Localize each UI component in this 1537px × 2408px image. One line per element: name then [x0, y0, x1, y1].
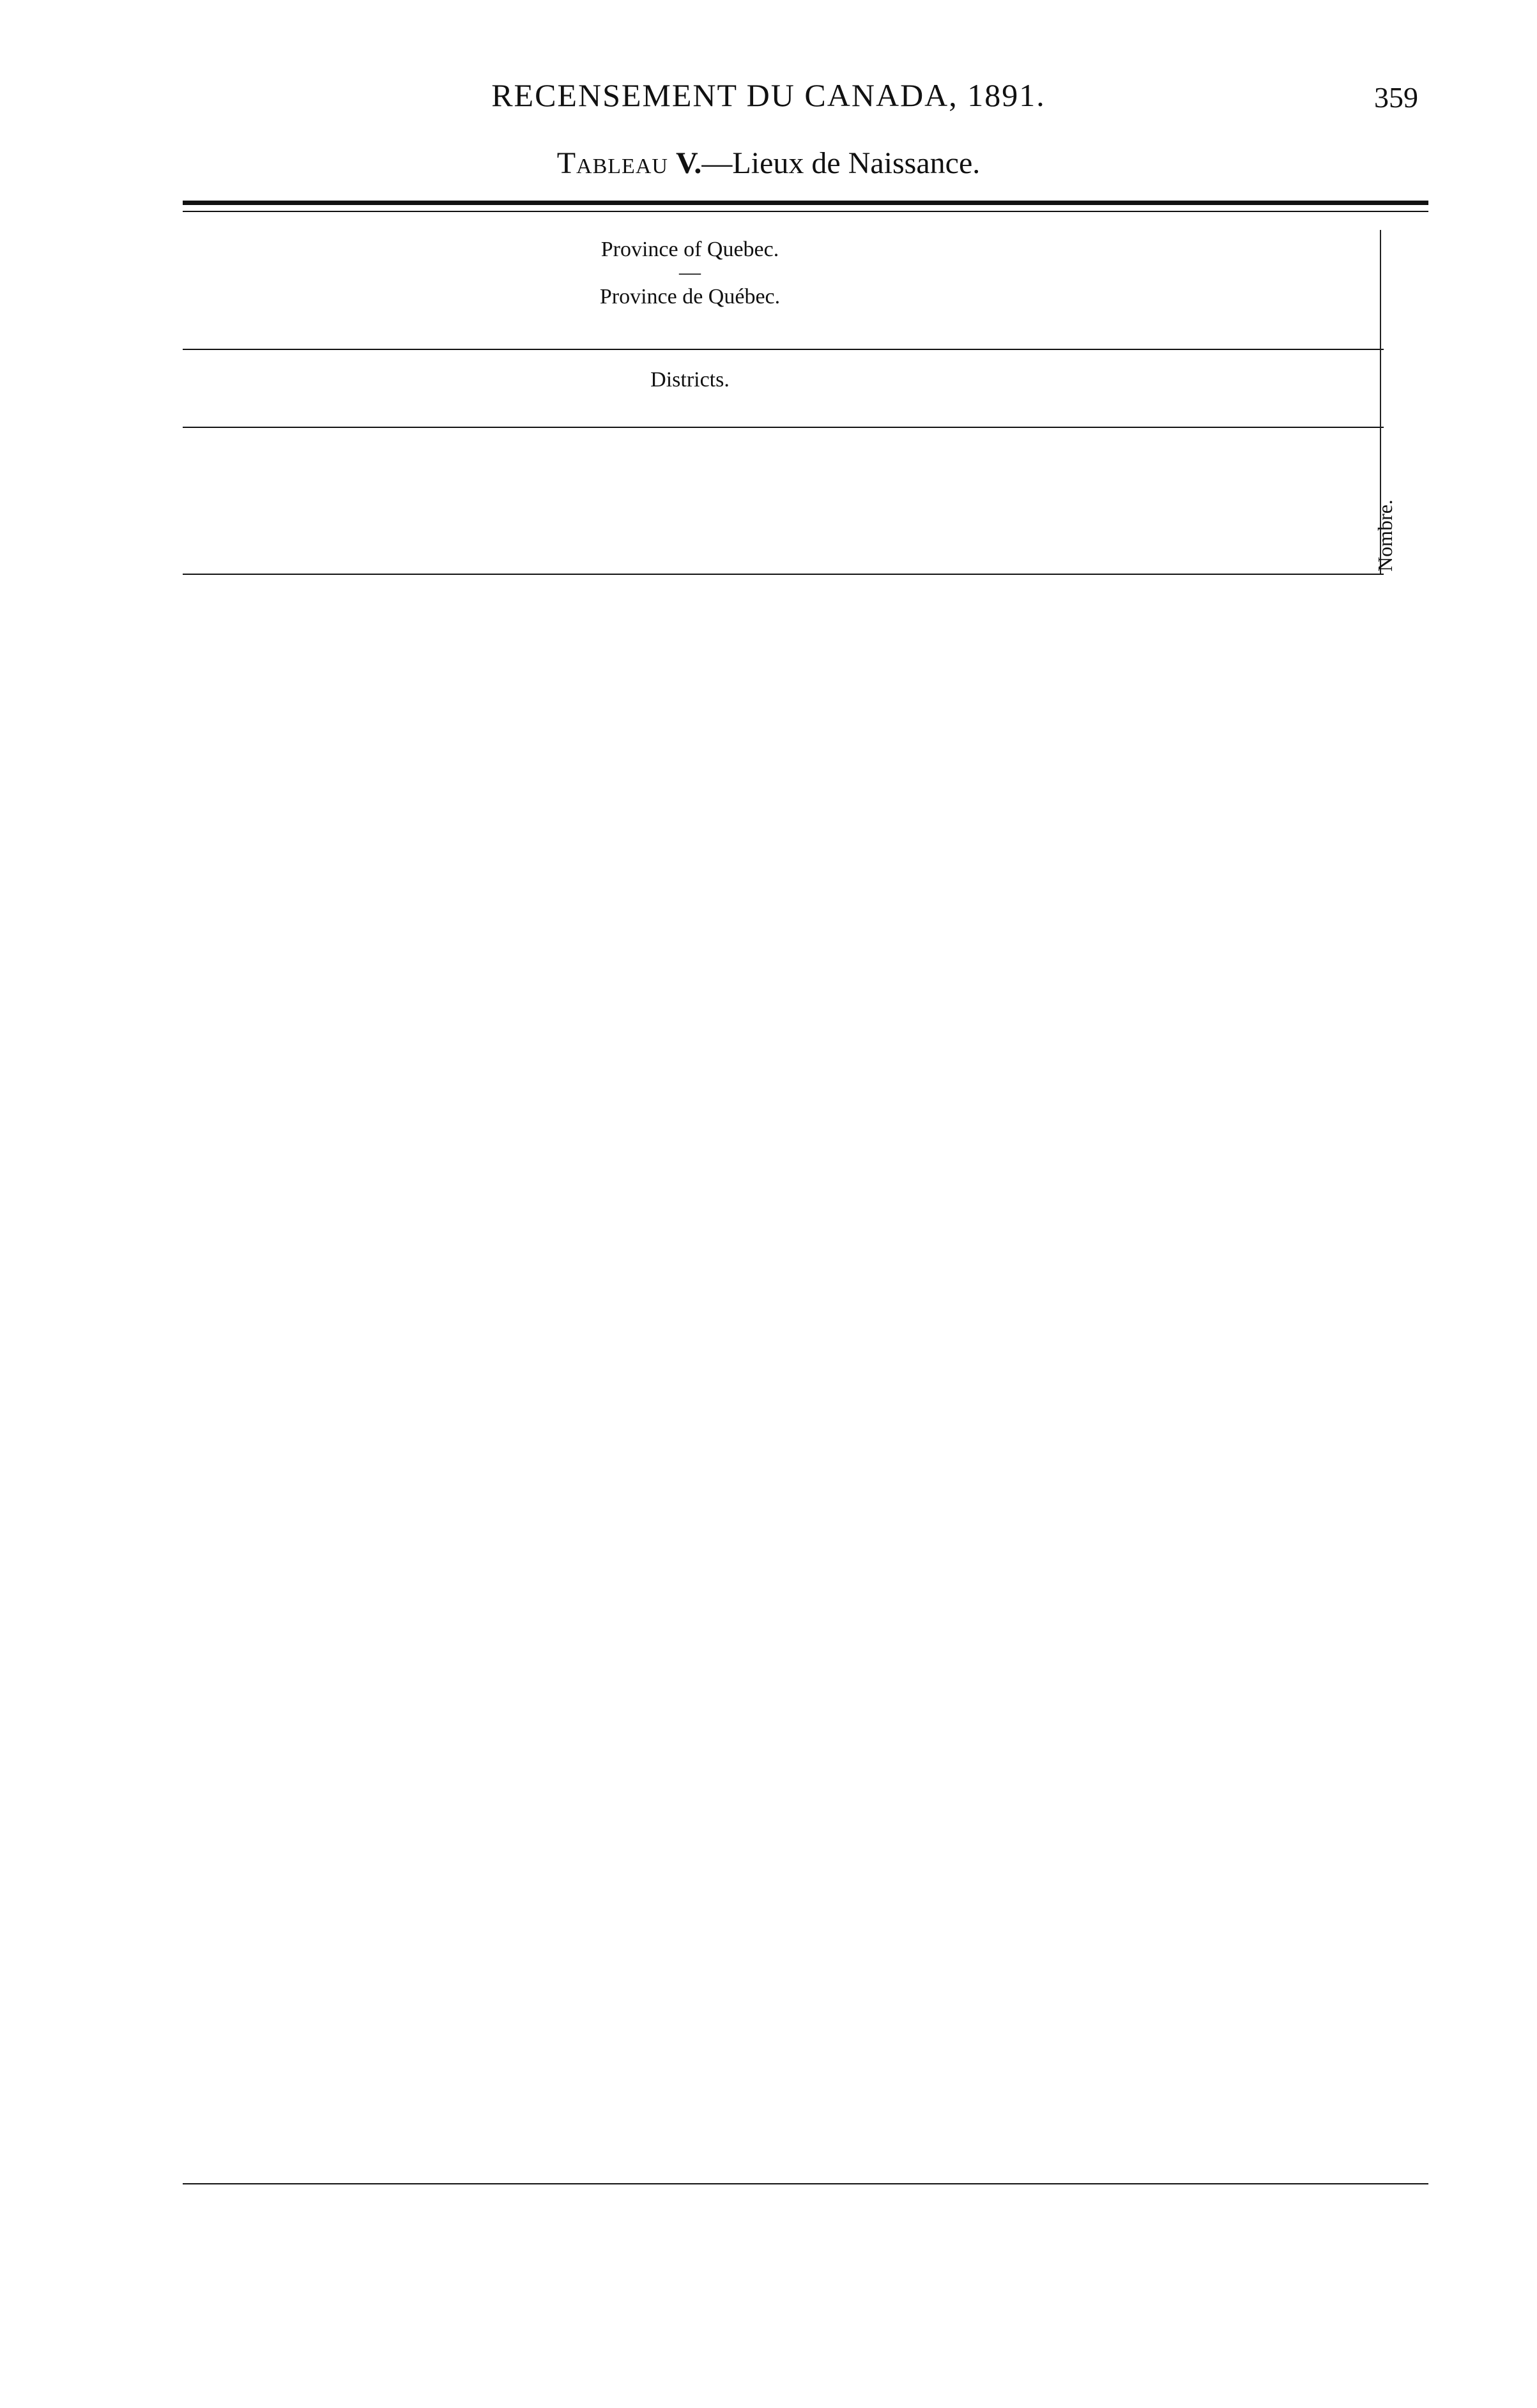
districts-rule [183, 427, 1384, 428]
region-dash: — [679, 261, 701, 284]
tableau-number: V. [675, 146, 702, 180]
districts-label: Districts. [650, 368, 730, 392]
bottom-rule [183, 2183, 1428, 2184]
page-title: RECENSEMENT DU CANADA, 1891. [491, 77, 1046, 113]
tableau-heading: —Lieux de Naissance. [701, 146, 981, 180]
province-en: Province of Quebec. [600, 238, 779, 261]
page-number: 359 [1374, 81, 1418, 114]
nombre-header: Nombre. [1373, 499, 1396, 572]
region-rule [183, 349, 1384, 350]
header-bottom-rule [183, 574, 1384, 575]
province-fr: Province de Québec. [599, 285, 781, 309]
top-rule-thick [183, 201, 1428, 205]
tableau-label: Tableau [556, 146, 668, 180]
top-rule-thin [183, 211, 1428, 212]
table-title [0, 146, 1537, 181]
